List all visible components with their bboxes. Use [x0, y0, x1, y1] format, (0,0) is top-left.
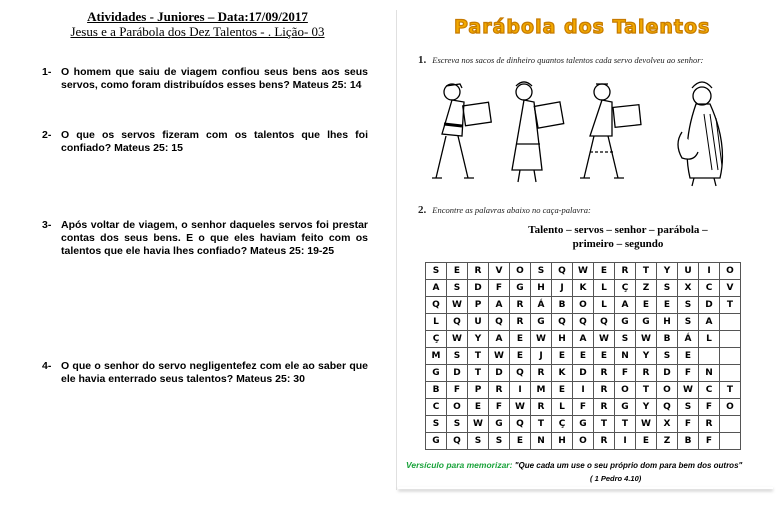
grid-cell: F: [678, 365, 699, 382]
grid-cell: N: [615, 348, 636, 365]
grid-cell: E: [447, 263, 468, 280]
grid-cell: W: [678, 382, 699, 399]
grid-cell: S: [678, 314, 699, 331]
grid-cell: J: [552, 280, 573, 297]
grid-cell: F: [489, 280, 510, 297]
grid-cell: Q: [594, 314, 615, 331]
grid-cell: T: [594, 416, 615, 433]
grid-cell: V: [720, 280, 741, 297]
grid-cell: C: [699, 280, 720, 297]
grid-cell: B: [657, 331, 678, 348]
grid-cell: H: [531, 280, 552, 297]
grid-cell: E: [594, 348, 615, 365]
grid-cell: G: [426, 365, 447, 382]
grid-cell: R: [489, 382, 510, 399]
grid-cell: E: [657, 297, 678, 314]
grid-cell: T: [720, 297, 741, 314]
grid-cell: Q: [657, 399, 678, 416]
grid-cell: S: [426, 263, 447, 280]
grid-cell: T: [636, 382, 657, 399]
lesson-subtitle: Jesus e a Parábola dos Dez Talentos - . Lição- 03: [70, 24, 325, 39]
grid-cell: A: [426, 280, 447, 297]
grid-cell: G: [615, 314, 636, 331]
grid-cell: T: [615, 416, 636, 433]
grid-cell: G: [531, 314, 552, 331]
grid-cell: S: [615, 331, 636, 348]
grid-cell: F: [573, 399, 594, 416]
question-text: O que os servos fizeram com os talentos que lhes foi confiado? Mateus 25: 15: [61, 129, 368, 154]
grid-cell: S: [657, 280, 678, 297]
grid-cell: E: [678, 348, 699, 365]
grid-cell: U: [678, 263, 699, 280]
grid-cell: R: [510, 297, 531, 314]
instruction-number: 1.: [418, 54, 427, 66]
grid-cell: S: [468, 433, 489, 450]
grid-cell: S: [531, 263, 552, 280]
question-text: O que o senhor do servo negligentefez com ele ao saber que ele havia enterrado seus talentos? Mateus 25: 30: [61, 360, 368, 385]
grid-cell: F: [678, 416, 699, 433]
grid-cell: O: [615, 382, 636, 399]
grid-cell: A: [573, 331, 594, 348]
grid-cell: A: [489, 331, 510, 348]
grid-cell: F: [699, 433, 720, 450]
grid-cell: J: [531, 348, 552, 365]
grid-cell: A: [699, 314, 720, 331]
grid-cell: Ç: [615, 280, 636, 297]
grid-cell: O: [720, 399, 741, 416]
grid-cell: R: [594, 433, 615, 450]
grid-cell: N: [699, 365, 720, 382]
grid-cell: I: [615, 433, 636, 450]
grid-cell: M: [426, 348, 447, 365]
question-number: 1-: [42, 66, 52, 78]
question-text: Após voltar de viagem, o senhor daqueles servos foi prestar contas dos seus bens. E o que eles haviam feito com os talentos que ele havia lhes confiado? Mateus 25: 19-25: [61, 219, 368, 257]
word-list-line-2: primeiro – segundo: [572, 238, 664, 250]
grid-cell: E: [510, 331, 531, 348]
grid-cell: G: [489, 416, 510, 433]
grid-row: [426, 263, 741, 280]
grid-cell: E: [510, 433, 531, 450]
grid-cell: Y: [657, 263, 678, 280]
grid-cell: G: [426, 433, 447, 450]
grid-cell: W: [489, 348, 510, 365]
grid-cell: Q: [447, 314, 468, 331]
worksheet-title: Parábola dos Talentos: [454, 16, 711, 38]
grid-row: [426, 348, 741, 365]
question-number: 3-: [42, 219, 52, 231]
grid-cell: S: [447, 416, 468, 433]
verse-label: Versículo para memorizar:: [406, 460, 513, 470]
grid-cell: F: [447, 382, 468, 399]
grid-cell: K: [573, 280, 594, 297]
grid-cell: R: [510, 314, 531, 331]
grid-cell: W: [468, 416, 489, 433]
grid-cell: D: [489, 365, 510, 382]
grid-cell: S: [426, 416, 447, 433]
grid-cell: Ç: [552, 416, 573, 433]
grid-cell: C: [699, 382, 720, 399]
grid-cell: Z: [657, 433, 678, 450]
grid-cell: R: [636, 365, 657, 382]
grid-cell: I: [699, 263, 720, 280]
grid-row: [426, 280, 741, 297]
grid-cell: H: [552, 331, 573, 348]
grid-cell: O: [573, 433, 594, 450]
grid-cell: D: [699, 297, 720, 314]
grid-cell: W: [636, 416, 657, 433]
grid-cell: T: [468, 348, 489, 365]
grid-cell: O: [657, 382, 678, 399]
grid-cell: B: [552, 297, 573, 314]
servant-figure-2: [512, 82, 564, 182]
grid-cell: W: [510, 399, 531, 416]
grid-cell: R: [531, 399, 552, 416]
grid-row: [426, 314, 741, 331]
grid-cell: G: [615, 399, 636, 416]
grid-cell: Q: [510, 365, 531, 382]
grid-cell: R: [468, 263, 489, 280]
question-2: [42, 129, 368, 155]
master-figure: [678, 82, 722, 186]
grid-cell: H: [552, 433, 573, 450]
grid-cell: Z: [636, 280, 657, 297]
grid-cell: I: [573, 382, 594, 399]
grid-cell: I: [510, 382, 531, 399]
question-3: [42, 219, 368, 258]
grid-cell: [720, 314, 741, 331]
grid-cell: R: [594, 399, 615, 416]
grid-cell: O: [447, 399, 468, 416]
bottom-shadow: [398, 487, 773, 489]
grid-cell: B: [678, 433, 699, 450]
grid-cell: Q: [573, 314, 594, 331]
page-title: Atividades - Juniores – Data:17/09/2017: [87, 9, 308, 24]
grid-cell: Q: [552, 263, 573, 280]
word-list-line-1: Talento – servos – senhor – parábola –: [528, 224, 708, 236]
instruction-number: 2.: [418, 204, 427, 216]
grid-cell: R: [699, 416, 720, 433]
verse-reference: ( 1 Pedro 4.10): [590, 474, 642, 483]
grid-cell: C: [426, 399, 447, 416]
grid-cell: Y: [468, 331, 489, 348]
grid-cell: S: [489, 433, 510, 450]
grid-cell: T: [468, 365, 489, 382]
grid-cell: Y: [636, 399, 657, 416]
memory-verse: [406, 460, 742, 470]
word-search-grid: [425, 262, 741, 450]
grid-cell: [720, 365, 741, 382]
grid-cell: R: [594, 382, 615, 399]
question-number: 4-: [42, 360, 52, 372]
grid-cell: Á: [531, 297, 552, 314]
grid-cell: Q: [489, 314, 510, 331]
grid-cell: T: [531, 416, 552, 433]
grid-row: [426, 297, 741, 314]
grid-row: [426, 416, 741, 433]
grid-cell: E: [552, 382, 573, 399]
grid-cell: B: [426, 382, 447, 399]
grid-cell: S: [657, 348, 678, 365]
grid-cell: Á: [678, 331, 699, 348]
grid-cell: O: [720, 263, 741, 280]
grid-cell: T: [636, 263, 657, 280]
grid-cell: Ç: [426, 331, 447, 348]
grid-cell: [720, 433, 741, 450]
grid-cell: G: [636, 314, 657, 331]
grid-cell: A: [489, 297, 510, 314]
grid-cell: X: [657, 416, 678, 433]
grid-cell: H: [657, 314, 678, 331]
servant-figure-1: [432, 84, 491, 178]
grid-cell: E: [636, 433, 657, 450]
grid-row: [426, 331, 741, 348]
divider: [396, 10, 397, 490]
question-1: [42, 66, 368, 92]
verse-text: "Que cada um use o seu próprio dom para bem dos outros": [514, 461, 743, 470]
grid-cell: E: [594, 263, 615, 280]
grid-row: [426, 433, 741, 450]
grid-cell: L: [594, 297, 615, 314]
grid-cell: Q: [552, 314, 573, 331]
grid-cell: W: [447, 331, 468, 348]
grid-cell: D: [657, 365, 678, 382]
grid-cell: E: [510, 348, 531, 365]
grid-cell: E: [636, 297, 657, 314]
grid-cell: F: [615, 365, 636, 382]
grid-cell: L: [552, 399, 573, 416]
grid-row: [426, 399, 741, 416]
grid-cell: R: [531, 365, 552, 382]
grid-cell: G: [510, 280, 531, 297]
grid-cell: E: [468, 399, 489, 416]
grid-cell: [720, 331, 741, 348]
grid-cell: [699, 348, 720, 365]
grid-cell: W: [594, 331, 615, 348]
servant-figure-3: [580, 84, 641, 178]
grid-cell: Q: [426, 297, 447, 314]
grid-cell: K: [552, 365, 573, 382]
grid-cell: P: [468, 297, 489, 314]
grid-cell: R: [615, 263, 636, 280]
question-number: 2-: [42, 129, 52, 141]
instruction-2: 2. Encontre as palavras abaixo no caça-palavra:: [418, 204, 591, 216]
grid-cell: R: [594, 365, 615, 382]
grid-cell: P: [468, 382, 489, 399]
grid-cell: V: [489, 263, 510, 280]
grid-cell: D: [573, 365, 594, 382]
grid-cell: S: [447, 280, 468, 297]
grid-cell: A: [615, 297, 636, 314]
worksheet-image: [398, 0, 778, 528]
grid-cell: E: [573, 348, 594, 365]
grid-cell: W: [636, 331, 657, 348]
grid-cell: W: [531, 331, 552, 348]
instruction-1: 1. Escreva nos sacos de dinheiro quantos talentos cada servo devolveu ao senhor:: [418, 54, 704, 66]
grid-cell: S: [447, 348, 468, 365]
grid-cell: Y: [636, 348, 657, 365]
grid-cell: O: [573, 297, 594, 314]
grid-cell: X: [678, 280, 699, 297]
grid-row: [426, 382, 741, 399]
grid-cell: [720, 416, 741, 433]
grid-cell: N: [531, 433, 552, 450]
grid-cell: D: [447, 365, 468, 382]
grid-cell: S: [678, 297, 699, 314]
grid-cell: E: [552, 348, 573, 365]
grid-cell: D: [468, 280, 489, 297]
grid-cell: F: [489, 399, 510, 416]
grid-cell: Q: [510, 416, 531, 433]
grid-cell: T: [720, 382, 741, 399]
grid-cell: [720, 348, 741, 365]
grid-cell: L: [426, 314, 447, 331]
grid-cell: F: [699, 399, 720, 416]
grid-cell: G: [573, 416, 594, 433]
grid-cell: Q: [447, 433, 468, 450]
grid-cell: L: [699, 331, 720, 348]
grid-cell: U: [468, 314, 489, 331]
grid-row: [426, 365, 741, 382]
grid-cell: S: [678, 399, 699, 416]
grid-cell: O: [510, 263, 531, 280]
servants-illustration: [412, 74, 742, 192]
question-text: O homem que saiu de viagem confiou seus bens aos seus servos, como foram distribuídos esses bens? Mateus 25: 14: [61, 66, 368, 91]
grid-cell: M: [531, 382, 552, 399]
grid-cell: L: [594, 280, 615, 297]
grid-cell: W: [573, 263, 594, 280]
question-4: [42, 360, 368, 386]
grid-cell: W: [447, 297, 468, 314]
